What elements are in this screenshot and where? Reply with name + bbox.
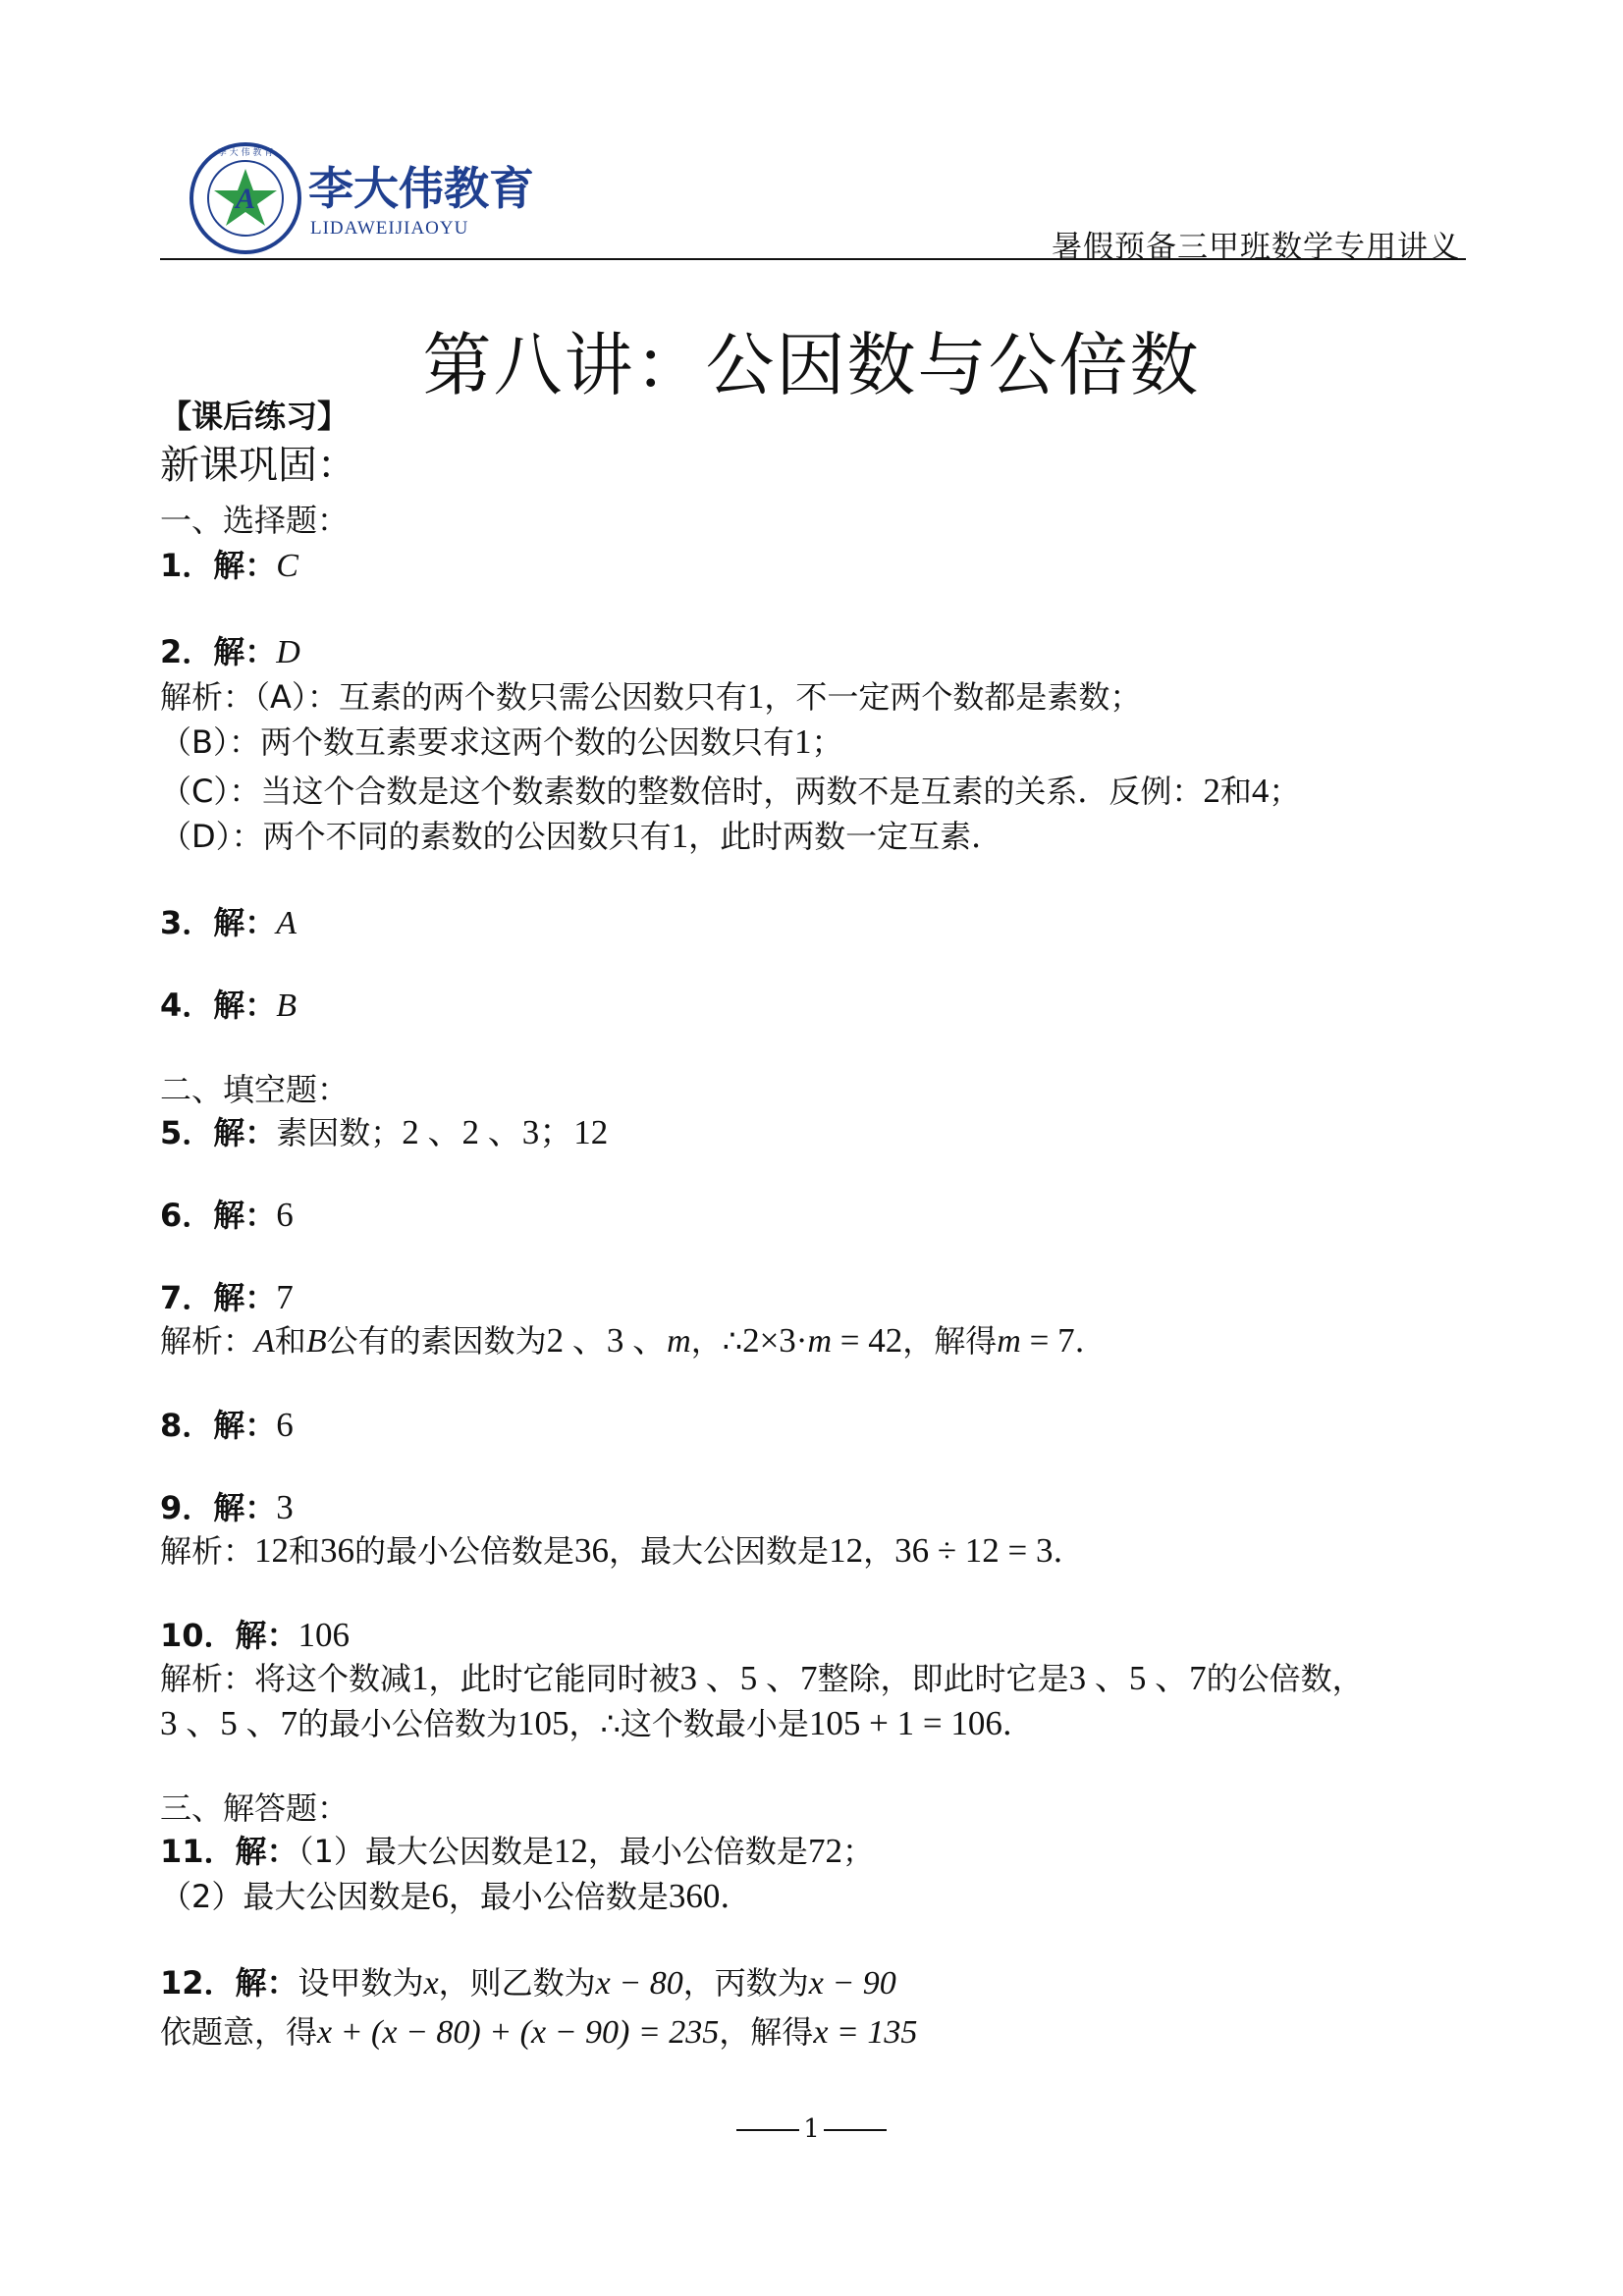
q2 <box>160 632 300 672</box>
q6-num: 6．解： <box>160 1197 277 1234</box>
q6 <box>160 1196 294 1235</box>
section-tag: 【课后练习】 <box>160 398 350 435</box>
q12-line2: 依题意，得x + (x − 80) + (x − 90) = 235，解得x = 135 <box>160 2013 918 2051</box>
part-choice: 一、选择题： <box>160 502 350 539</box>
course-header: 暑假预备三甲班数学专用讲义 <box>1052 230 1460 265</box>
logo-brand-name: 李大伟教育 <box>308 162 534 215</box>
logo-ring-text: 李 大 伟 教 育 <box>217 148 274 158</box>
q5: 5．解：素因数；2 、2 、3；12 <box>160 1113 609 1151</box>
q2-explain-d: （D）：两个不同的素数的公因数只有1，此时两数一定互素． <box>160 817 1003 855</box>
q10-num: 10．解： <box>160 1617 298 1654</box>
header-rule <box>160 258 1466 260</box>
q9-num: 9．解： <box>160 1489 277 1526</box>
page-title: 第八讲：公因数与公倍数 <box>422 325 1201 405</box>
q10-explain-2: 3 、5 、7的最小公倍数为105，∴这个数最小是105 + 1 = 106． <box>160 1704 1034 1742</box>
q2-explain-c: （C）：当这个合数是这个数素数的整数倍时，两数不是互素的关系．反例：2和4； <box>160 772 1301 810</box>
q4 <box>160 986 297 1026</box>
q2-explain-a: 解析：（A）：互素的两个数只需公因数只有1，不一定两个数都是素数； <box>160 677 1142 716</box>
footer-dash-right <box>824 2129 887 2131</box>
q8-num: 8．解： <box>160 1407 277 1444</box>
q1-answer: C <box>276 548 298 584</box>
q11-part1: 11．解：（1）最大公因数是12，最小公倍数是72； <box>160 1832 874 1870</box>
footer-dash-left <box>736 2129 799 2131</box>
q3-num: 3．解： <box>160 904 277 941</box>
q11-num: 11．解： <box>160 1833 298 1870</box>
q9-answer: 3 <box>276 1488 294 1526</box>
q7-answer: 7 <box>276 1278 294 1316</box>
q2-explain-b: （B）：两个数互素要求这两个数的公因数只有1； <box>160 722 843 761</box>
q3 <box>160 903 297 943</box>
q11-part2: （2）最大公因数是6，最小公倍数是360． <box>160 1877 752 1915</box>
part-solve: 三、解答题： <box>160 1789 350 1827</box>
logo-pinyin: LIDAWEIJIAOYU <box>310 218 469 239</box>
q9-explain: 解析：12和36的最小公倍数是36，最大公因数是12，36 ÷ 12 = 3． <box>160 1531 1085 1570</box>
svg-text:A: A <box>235 183 256 215</box>
q7-num: 7．解： <box>160 1279 277 1316</box>
q2-num: 2．解： <box>160 633 277 670</box>
q12-line1: 12．解：设甲数为x，则乙数为x − 80，丙数为x − 90 <box>160 1964 896 2002</box>
q3-answer: A <box>276 905 298 941</box>
q10-explain-1: 解析：将这个数减1，此时它能同时被3 、5 、7整除，即此时它是3 、5 、7的公倍数， <box>160 1659 1364 1697</box>
q7-explain: 解析：A和B公有的素因数为2 、3 、m，∴2×3·m = 42，解得m = 7． <box>160 1321 1107 1360</box>
section-heading: 新课巩固： <box>160 443 356 488</box>
page-number: 1 <box>803 2114 820 2144</box>
q5-num: 5．解： <box>160 1114 277 1151</box>
q12-num: 12．解： <box>160 1964 298 2002</box>
page-footer <box>0 2114 1623 2144</box>
q1-num: 1．解： <box>160 547 277 584</box>
q2-answer: D <box>276 634 300 670</box>
q1 <box>160 546 298 586</box>
q10-answer: 106 <box>298 1616 351 1654</box>
part-fill: 二、填空题： <box>160 1071 350 1108</box>
q8 <box>160 1406 294 1445</box>
q7 <box>160 1278 294 1317</box>
q10 <box>160 1616 350 1655</box>
q8-answer: 6 <box>276 1406 294 1444</box>
q6-answer: 6 <box>276 1196 294 1234</box>
q5-answer: 2 、2 、3；12 <box>402 1113 609 1151</box>
q4-answer: B <box>276 988 298 1024</box>
q4-num: 4．解： <box>160 987 277 1024</box>
brand-logo <box>187 139 569 257</box>
q9 <box>160 1488 294 1527</box>
